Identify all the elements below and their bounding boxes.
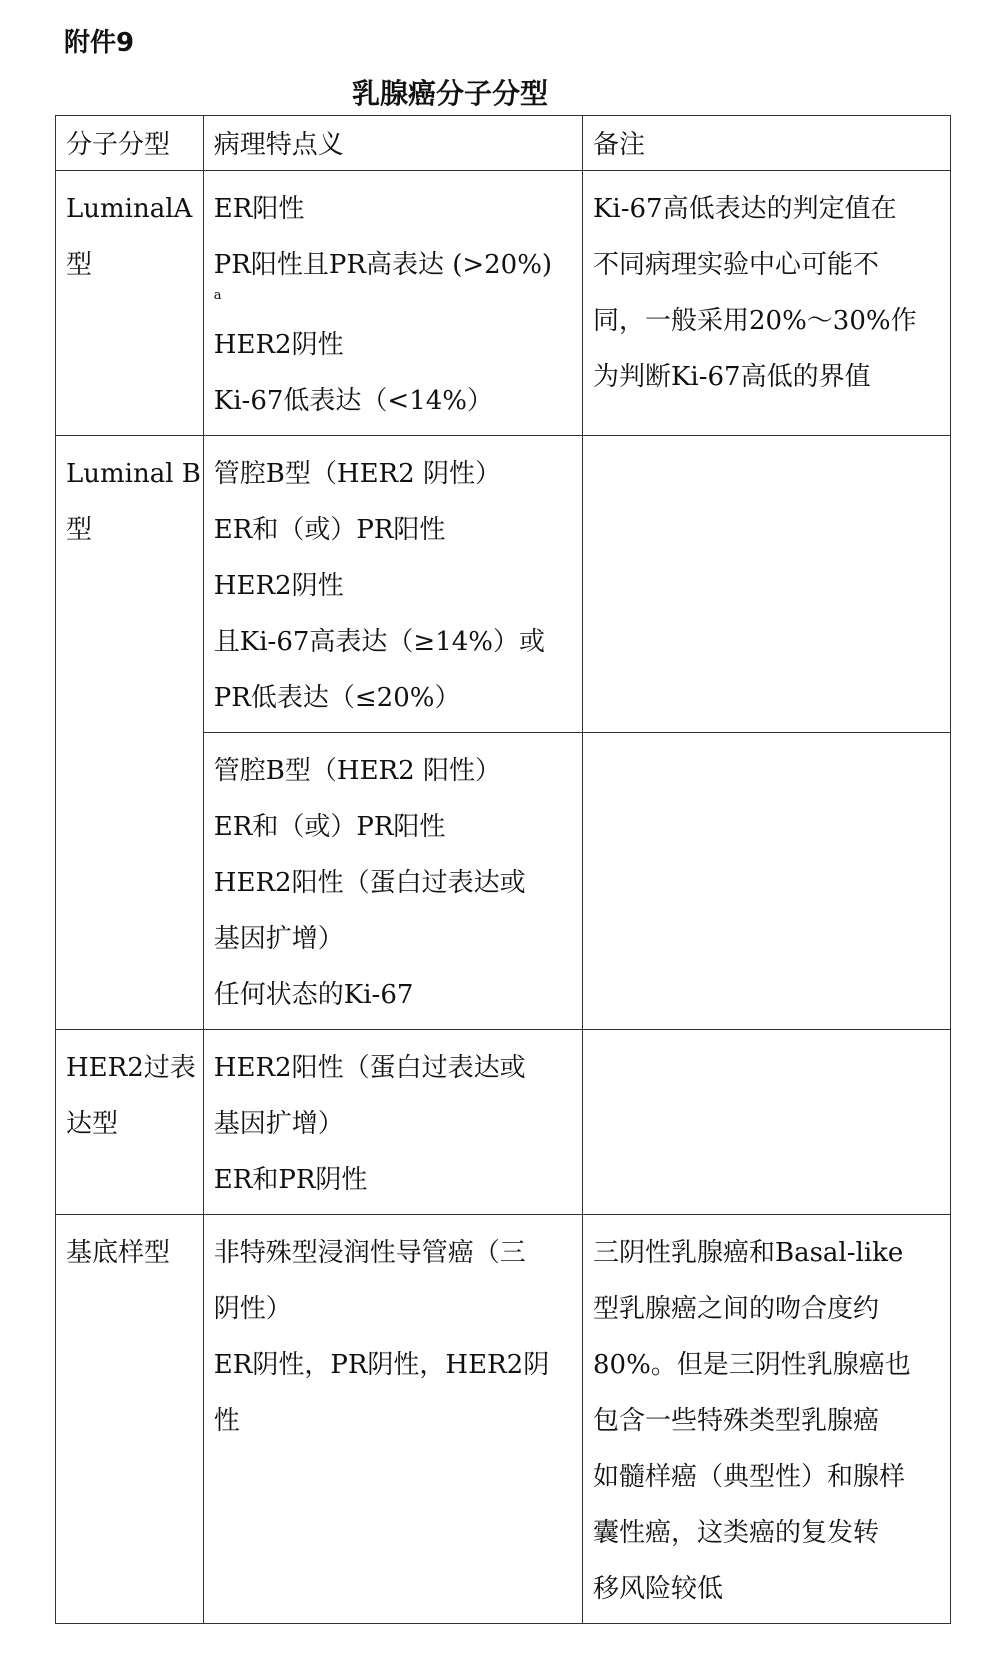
notes-line: 如髓样癌（典型性）和腺样 [592, 1462, 905, 1492]
header-subtype: 分子分型 [56, 116, 204, 171]
pathology-line: 任何状态的Ki-67 [213, 980, 414, 1010]
pathology-line: 管腔B型（HER2 阴性） [213, 459, 501, 489]
notes-cell-luminal-b-her2-negative [582, 436, 950, 733]
notes-line: 同，一般采用20%～30%作 [592, 306, 917, 336]
subtype-name-line: 达型 [66, 1109, 119, 1139]
notes-cell-her2-overexpression [582, 1030, 950, 1215]
subtype-cell-luminal-a [56, 171, 204, 436]
notes-cell-basal-like [582, 1215, 950, 1624]
pathology-line: HER2阳性（蛋白过表达或 [213, 868, 526, 898]
pathology-line: ER和PR阴性 [213, 1165, 368, 1195]
subtype-cell-her2-overexpression [56, 1030, 204, 1215]
pathology-line: ER和（或）PR阳性 [213, 812, 446, 842]
header-pathology: 病理特点义 [203, 116, 582, 171]
subtype-name-line: 型 [66, 515, 93, 545]
notes-line: 型乳腺癌之间的吻合度约 [592, 1294, 879, 1324]
pathology-cell-luminal-b-her2-positive [203, 733, 582, 1030]
pathology-cell-luminal-b-her2-negative [203, 436, 582, 733]
notes-line: 不同病理实验中心可能不 [592, 250, 879, 280]
notes-line: 为判断Ki-67高低的界值 [592, 362, 871, 392]
table-row-her2-overexpression [56, 1030, 951, 1215]
notes-line: 包含一些特殊类型乳腺癌 [592, 1406, 879, 1436]
notes-cell-luminal-a [582, 171, 950, 436]
pathology-cell-her2-overexpression [203, 1030, 582, 1215]
pathology-line: 性 [213, 1406, 240, 1436]
pathology-line: 非特殊型浸润性导管癌（三 [213, 1238, 526, 1268]
subtype-cell-basal-like [56, 1215, 204, 1624]
pathology-line: ER阳性 [213, 194, 305, 224]
pathology-line: HER2阴性 [213, 330, 344, 360]
notes-line: 三阴性乳腺癌和Basal-like [592, 1238, 904, 1268]
footnote-mark: a [213, 288, 222, 303]
pathology-cell-basal-like [203, 1215, 582, 1624]
document-title: 乳腺癌分子分型 [351, 77, 548, 110]
notes-line: 移风险较低 [592, 1574, 723, 1604]
pathology-line: HER2阴性 [213, 571, 344, 601]
pathology-line: 基因扩增） [213, 924, 344, 954]
annex-label: 附件9 [64, 28, 135, 58]
pathology-line: ER和（或）PR阳性 [213, 515, 446, 545]
subtype-name-line: LuminalA [66, 194, 193, 224]
subtype-name-line: 基底样型 [66, 1238, 171, 1268]
notes-line: Ki-67高低表达的判定值在 [592, 194, 897, 224]
pathology-line: ER阴性，PR阴性，HER2阴 [213, 1350, 550, 1380]
pathology-line: 阴性） [213, 1294, 292, 1324]
notes-line: 囊性癌，这类癌的复发转 [592, 1518, 879, 1548]
table-header-row [56, 116, 951, 171]
pathology-line: Ki-67低表达（<14%） [213, 386, 493, 416]
notes-cell-luminal-b-her2-positive [582, 733, 950, 1030]
pathology-line: HER2阳性（蛋白过表达或 [213, 1053, 526, 1083]
subtype-name-line: 型 [66, 250, 93, 280]
molecular-subtype-table [55, 115, 951, 1624]
pathology-line: PR阳性且PR高表达 (>20%) [213, 250, 553, 280]
pathology-line: PR低表达（≤20%） [213, 683, 461, 713]
table-row-luminal-a [56, 171, 951, 436]
subtype-name-line: Luminal B [66, 459, 201, 489]
table-row-basal-like [56, 1215, 951, 1624]
pathology-line: 基因扩增） [213, 1109, 344, 1139]
subtype-cell-luminal-b [56, 436, 204, 1030]
pathology-cell-luminal-a [203, 171, 582, 436]
pathology-line: 且Ki-67高表达（≥14%）或 [213, 627, 545, 657]
table-row-luminal-b-her2-negative [56, 436, 951, 733]
pathology-line: 管腔B型（HER2 阳性） [213, 756, 501, 786]
notes-line: 80%。但是三阴性乳腺癌也 [592, 1350, 911, 1380]
subtype-name-line: HER2过表 [66, 1053, 196, 1083]
header-notes: 备注 [582, 116, 950, 171]
